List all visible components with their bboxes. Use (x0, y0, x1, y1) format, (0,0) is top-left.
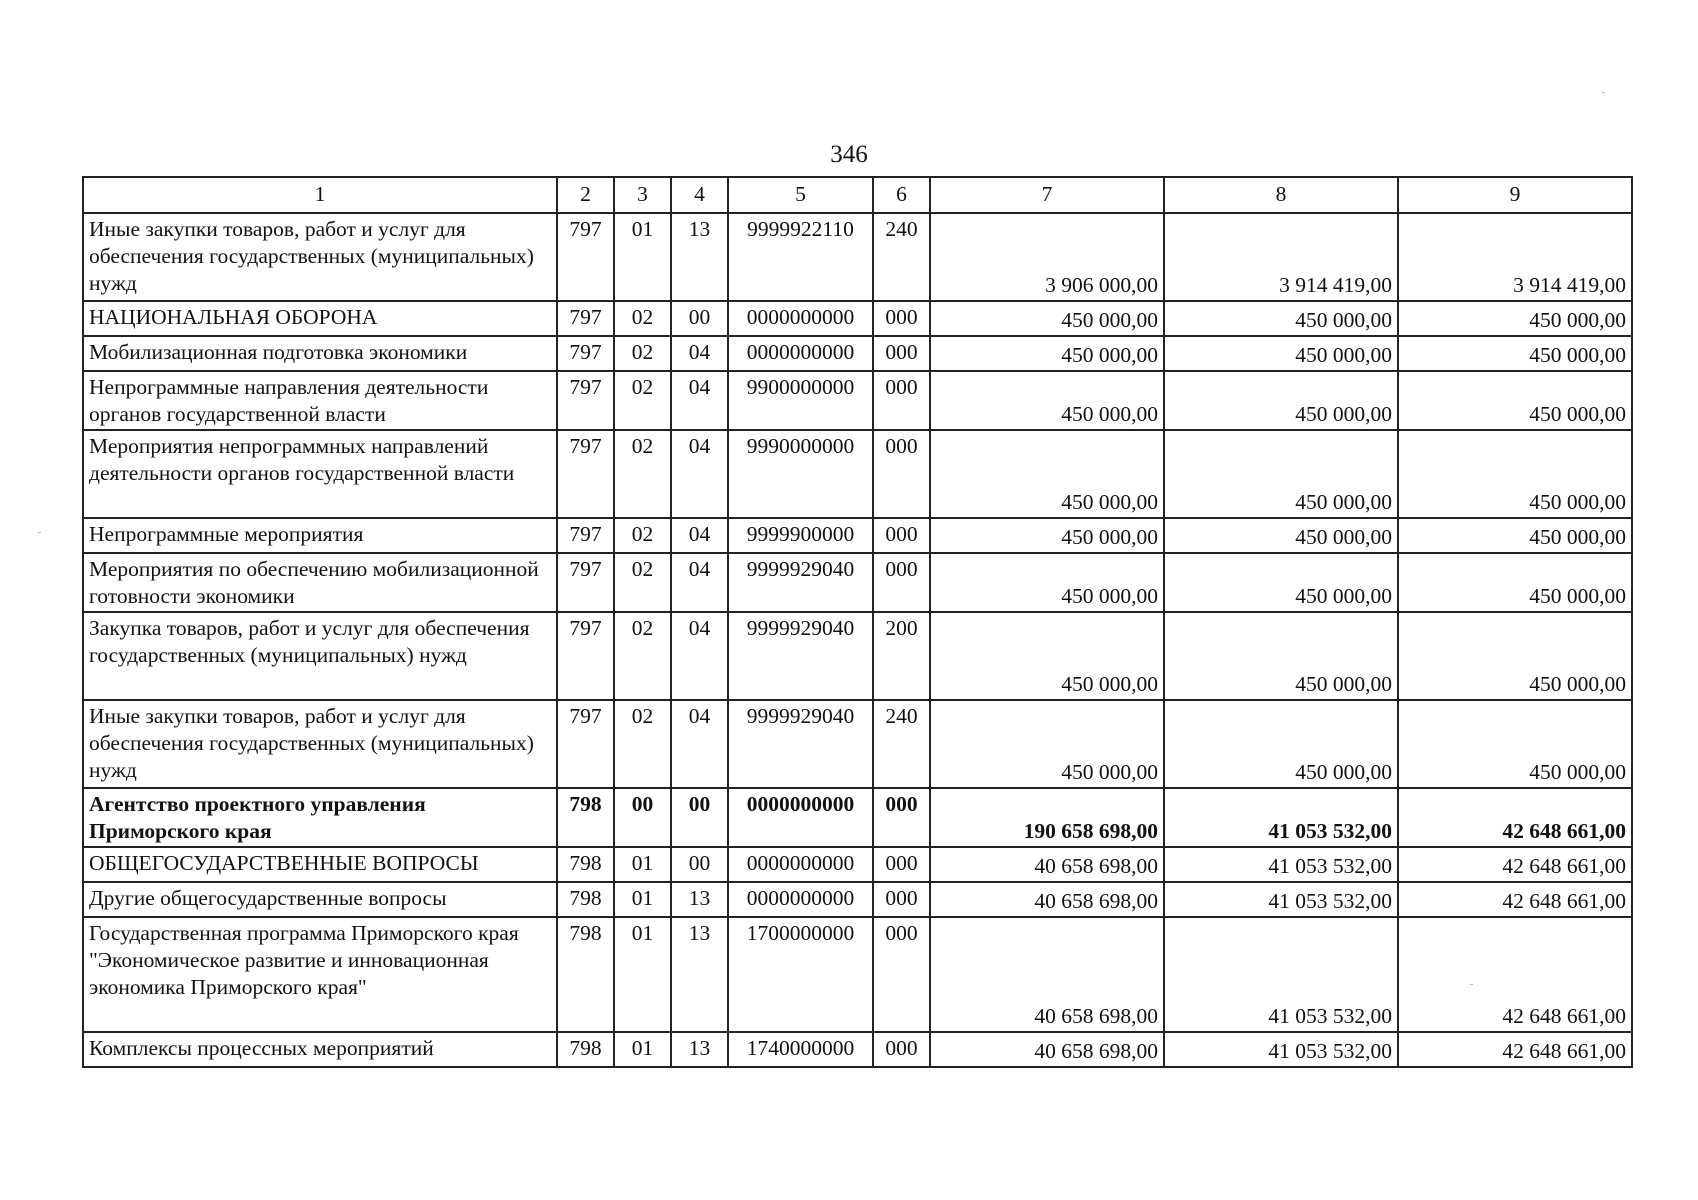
row-code-target: 0000000000 (728, 336, 873, 371)
row-code-section: 01 (614, 1032, 671, 1067)
row-code-target: 1740000000 (728, 1032, 873, 1067)
row-amount-8: 450 000,00 (1164, 612, 1398, 700)
scan-speck (38, 532, 41, 533)
row-amount-7: 40 658 698,00 (930, 847, 1164, 882)
row-code-subsection: 13 (671, 213, 728, 301)
row-amount-9: 450 000,00 (1398, 301, 1632, 336)
row-code-subsection: 04 (671, 518, 728, 553)
row-amount-7: 450 000,00 (930, 430, 1164, 518)
row-name: ОБЩЕГОСУДАРСТВЕННЫЕ ВОПРОСЫ (83, 847, 557, 882)
row-name: Агентство проектного управления Приморского края (83, 788, 557, 847)
header-cell-6: 6 (873, 177, 930, 213)
row-amount-9: 450 000,00 (1398, 371, 1632, 430)
header-cell-7: 7 (930, 177, 1164, 213)
row-code-target: 9990000000 (728, 430, 873, 518)
row-code-section: 01 (614, 213, 671, 301)
row-code-section: 02 (614, 336, 671, 371)
row-amount-9: 3 914 419,00 (1398, 213, 1632, 301)
row-name: Иные закупки товаров, работ и услуг для обеспечения государственных (муниципальных) нужд (83, 700, 557, 788)
row-name: НАЦИОНАЛЬНАЯ ОБОРОНА (83, 301, 557, 336)
row-code-target: 0000000000 (728, 301, 873, 336)
row-code-grbs: 797 (557, 213, 614, 301)
row-amount-7: 40 658 698,00 (930, 1032, 1164, 1067)
row-code-target: 0000000000 (728, 788, 873, 847)
row-code-expense-type: 000 (873, 847, 930, 882)
row-amount-9: 42 648 661,00 (1398, 1032, 1632, 1067)
row-amount-8: 41 053 532,00 (1164, 917, 1398, 1032)
row-code-section: 02 (614, 430, 671, 518)
row-code-expense-type: 200 (873, 612, 930, 700)
row-name: Мобилизационная подготовка экономики (83, 336, 557, 371)
row-amount-9: 42 648 661,00 (1398, 788, 1632, 847)
row-amount-7: 40 658 698,00 (930, 917, 1164, 1032)
row-code-grbs: 797 (557, 371, 614, 430)
row-code-expense-type: 000 (873, 917, 930, 1032)
row-amount-7: 450 000,00 (930, 371, 1164, 430)
row-code-subsection: 04 (671, 700, 728, 788)
table-row (83, 700, 1632, 788)
row-code-section: 02 (614, 700, 671, 788)
row-name: Непрограммные направления деятельности органов государственной власти (83, 371, 557, 430)
row-code-subsection: 04 (671, 612, 728, 700)
row-name: Мероприятия по обеспечению мобилизационной готовности экономики (83, 553, 557, 612)
row-amount-7: 190 658 698,00 (930, 788, 1164, 847)
row-code-target: 9999929040 (728, 700, 873, 788)
row-code-target: 1700000000 (728, 917, 873, 1032)
row-amount-8: 41 053 532,00 (1164, 847, 1398, 882)
row-code-grbs: 797 (557, 336, 614, 371)
row-code-subsection: 13 (671, 1032, 728, 1067)
row-code-subsection: 00 (671, 788, 728, 847)
row-amount-9: 42 648 661,00 (1398, 882, 1632, 917)
row-code-grbs: 797 (557, 553, 614, 612)
header-cell-3: 3 (614, 177, 671, 213)
row-code-subsection: 04 (671, 336, 728, 371)
row-name: Иные закупки товаров, работ и услуг для обеспечения государственных (муниципальных) нужд (83, 213, 557, 301)
row-name: Непрограммные мероприятия (83, 518, 557, 553)
row-code-subsection: 00 (671, 301, 728, 336)
row-code-section: 00 (614, 788, 671, 847)
budget-table (82, 176, 1633, 1068)
row-amount-8: 41 053 532,00 (1164, 882, 1398, 917)
row-code-grbs: 797 (557, 612, 614, 700)
row-code-subsection: 04 (671, 430, 728, 518)
row-amount-8: 3 914 419,00 (1164, 213, 1398, 301)
table-header-row (83, 177, 1632, 213)
row-code-expense-type: 240 (873, 700, 930, 788)
header-cell-2: 2 (557, 177, 614, 213)
row-amount-8: 450 000,00 (1164, 518, 1398, 553)
row-code-section: 02 (614, 612, 671, 700)
row-code-expense-type: 000 (873, 553, 930, 612)
table-row (83, 882, 1632, 917)
table-row (83, 336, 1632, 371)
row-amount-9: 450 000,00 (1398, 553, 1632, 612)
row-amount-8: 41 053 532,00 (1164, 1032, 1398, 1067)
row-code-expense-type: 240 (873, 213, 930, 301)
row-code-expense-type: 000 (873, 882, 930, 917)
row-code-target: 0000000000 (728, 847, 873, 882)
row-code-grbs: 798 (557, 788, 614, 847)
row-amount-9: 450 000,00 (1398, 612, 1632, 700)
row-amount-9: 42 648 661,00 (1398, 847, 1632, 882)
row-amount-7: 450 000,00 (930, 612, 1164, 700)
row-code-expense-type: 000 (873, 430, 930, 518)
row-code-section: 02 (614, 518, 671, 553)
row-code-grbs: 797 (557, 301, 614, 336)
table-row (83, 301, 1632, 336)
row-code-grbs: 797 (557, 700, 614, 788)
row-code-expense-type: 000 (873, 336, 930, 371)
scan-speck (1470, 984, 1473, 985)
table-row (83, 1032, 1632, 1067)
header-cell-5: 5 (728, 177, 873, 213)
row-amount-8: 450 000,00 (1164, 301, 1398, 336)
table-row (83, 430, 1632, 518)
row-amount-8: 41 053 532,00 (1164, 788, 1398, 847)
table-row (83, 788, 1632, 847)
table-row (83, 917, 1632, 1032)
row-code-section: 01 (614, 882, 671, 917)
row-amount-9: 450 000,00 (1398, 700, 1632, 788)
row-name: Мероприятия непрограммных направлений деятельности органов государственной власти (83, 430, 557, 518)
table-row (83, 518, 1632, 553)
row-code-section: 01 (614, 917, 671, 1032)
row-code-target: 9999922110 (728, 213, 873, 301)
page-number: 346 (830, 141, 868, 168)
table-row (83, 847, 1632, 882)
row-code-expense-type: 000 (873, 1032, 930, 1067)
row-amount-7: 450 000,00 (930, 336, 1164, 371)
row-code-target: 0000000000 (728, 882, 873, 917)
row-amount-9: 450 000,00 (1398, 336, 1632, 371)
row-code-subsection: 13 (671, 917, 728, 1032)
row-code-grbs: 797 (557, 430, 614, 518)
header-cell-1: 1 (83, 177, 557, 213)
header-cell-9: 9 (1398, 177, 1632, 213)
row-code-grbs: 798 (557, 1032, 614, 1067)
row-code-grbs: 797 (557, 518, 614, 553)
row-amount-8: 450 000,00 (1164, 371, 1398, 430)
row-code-target: 9999929040 (728, 612, 873, 700)
row-amount-8: 450 000,00 (1164, 553, 1398, 612)
table-body (83, 177, 1632, 1067)
row-amount-8: 450 000,00 (1164, 430, 1398, 518)
row-amount-8: 450 000,00 (1164, 336, 1398, 371)
row-name: Другие общегосударственные вопросы (83, 882, 557, 917)
row-code-subsection: 00 (671, 847, 728, 882)
row-code-expense-type: 000 (873, 301, 930, 336)
table-row (83, 213, 1632, 301)
row-code-target: 9900000000 (728, 371, 873, 430)
header-cell-8: 8 (1164, 177, 1398, 213)
row-code-section: 02 (614, 301, 671, 336)
row-code-subsection: 13 (671, 882, 728, 917)
row-amount-9: 450 000,00 (1398, 430, 1632, 518)
header-cell-4: 4 (671, 177, 728, 213)
row-amount-8: 450 000,00 (1164, 700, 1398, 788)
row-amount-7: 450 000,00 (930, 301, 1164, 336)
scan-speck (1602, 92, 1605, 93)
row-code-expense-type: 000 (873, 371, 930, 430)
table-row (83, 371, 1632, 430)
row-code-section: 02 (614, 371, 671, 430)
table-row (83, 553, 1632, 612)
row-code-expense-type: 000 (873, 788, 930, 847)
row-code-grbs: 798 (557, 917, 614, 1032)
row-code-subsection: 04 (671, 371, 728, 430)
row-name: Комплексы процессных мероприятий (83, 1032, 557, 1067)
row-amount-9: 450 000,00 (1398, 518, 1632, 553)
row-code-target: 9999929040 (728, 553, 873, 612)
row-code-target: 9999900000 (728, 518, 873, 553)
row-code-expense-type: 000 (873, 518, 930, 553)
row-amount-9: 42 648 661,00 (1398, 917, 1632, 1032)
row-amount-7: 450 000,00 (930, 700, 1164, 788)
row-name: Закупка товаров, работ и услуг для обеспечения государственных (муниципальных) нужд (83, 612, 557, 700)
row-code-section: 01 (614, 847, 671, 882)
row-amount-7: 40 658 698,00 (930, 882, 1164, 917)
row-name: Государственная программа Приморского края "Экономическое развитие и инновационная экономика Приморского края" (83, 917, 557, 1032)
row-code-grbs: 798 (557, 847, 614, 882)
row-code-section: 02 (614, 553, 671, 612)
table-row (83, 612, 1632, 700)
row-code-subsection: 04 (671, 553, 728, 612)
row-amount-7: 450 000,00 (930, 518, 1164, 553)
row-code-grbs: 798 (557, 882, 614, 917)
row-amount-7: 450 000,00 (930, 553, 1164, 612)
row-amount-7: 3 906 000,00 (930, 213, 1164, 301)
